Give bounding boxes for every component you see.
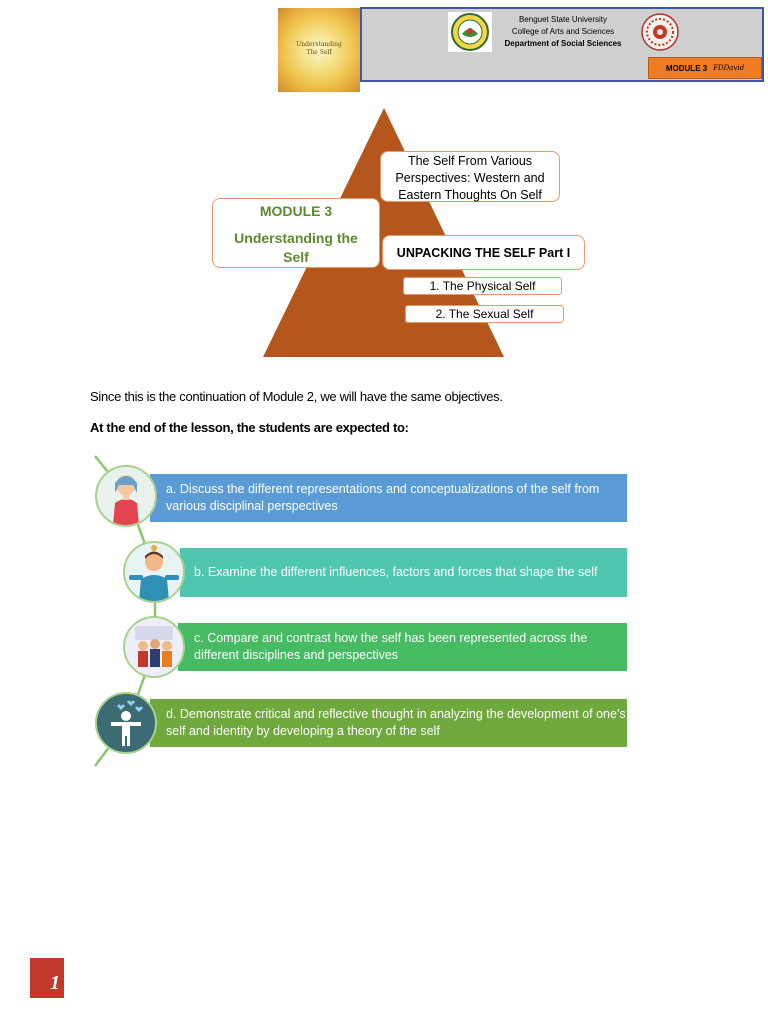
university-name: Benguet State University — [518, 15, 608, 24]
objectives-lead: At the end of the lesson, the students are expected to: — [90, 420, 409, 435]
page-number: 1 — [50, 972, 60, 994]
page-number-underline — [30, 996, 64, 998]
person-hearts-icon — [95, 692, 157, 754]
perspectives-text: The Self From Various Perspectives: Western and Eastern Thoughts On Self — [395, 154, 545, 202]
module-tag-label: MODULE 3 — [665, 63, 708, 73]
objective-c-text: c. Compare and contrast how the self has been represented across the different disciplines and perspectives — [194, 631, 588, 662]
objective-c — [178, 623, 627, 671]
topic-sexual-label: 2. The Sexual Self — [435, 307, 534, 321]
man-illustration-icon — [123, 541, 185, 603]
woman-illustration-icon — [95, 465, 157, 527]
module-number: MODULE 3 — [259, 203, 333, 219]
module-title: Understanding the Self — [234, 230, 358, 265]
objective-a-text: a. Discuss the different representations and conceptualizations of the self from various disciplinal perspectives — [166, 482, 600, 513]
intro-sentence: Since this is the continuation of Module 2, we will have the same objectives. — [90, 389, 503, 404]
page-number-badge — [30, 958, 64, 996]
objective-d-text: d. Demonstrate critical and reflective thought in analyzing the development of one's self and identity by developing a theory of the self — [166, 707, 626, 738]
author-signature: FDDavid — [713, 64, 745, 72]
objective-b-text: b. Examine the different influences, factors and forces that shape the self — [194, 565, 598, 579]
unpacking-text: UNPACKING THE SELF Part I — [396, 246, 571, 260]
group-illustration-icon — [123, 616, 185, 678]
college-name: College of Arts and Sciences — [511, 27, 615, 36]
topic-physical-label: 1. The Physical Self — [429, 279, 536, 293]
objective-b — [180, 548, 627, 597]
cover-title: Understanding The Self — [296, 41, 342, 56]
objective-a — [150, 474, 627, 522]
objective-d — [150, 699, 627, 747]
department-name: Department of Social Sciences — [504, 39, 622, 48]
